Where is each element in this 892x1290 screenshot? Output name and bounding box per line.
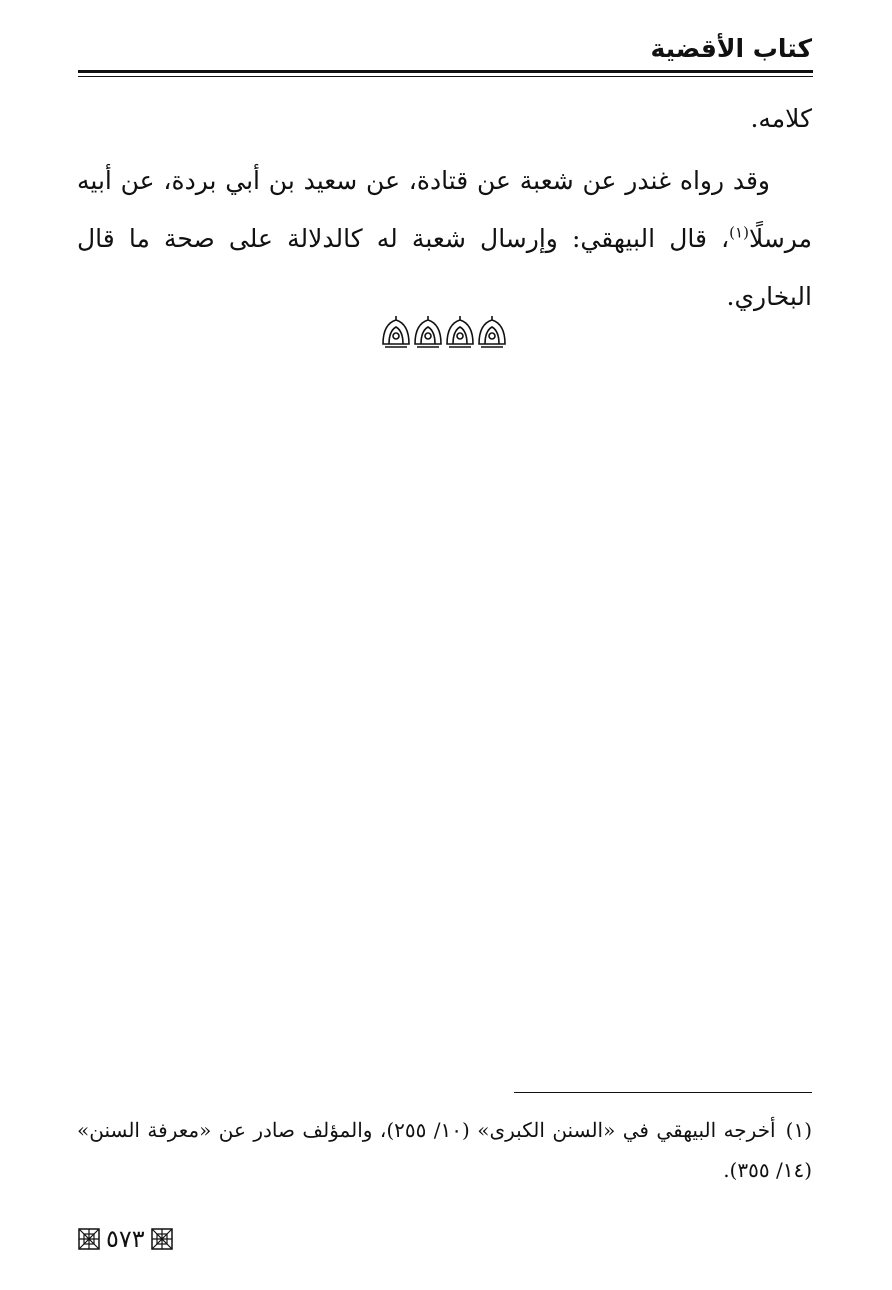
patterned-square-icon — [78, 1228, 100, 1250]
page-number — [78, 1222, 173, 1256]
ornament-motif — [415, 316, 441, 347]
paragraph-text-part-1: وقد رواه غندر عن شعبة عن قتادة، عن سعيد بن أبي بردة، عن أبيه مرسلًا — [77, 166, 812, 253]
header-rule-thin — [78, 76, 813, 77]
header-rule-thick — [78, 70, 813, 73]
footnote-separator — [514, 1092, 812, 1093]
footnote-number: (١) — [785, 1118, 812, 1142]
patterned-square-icon — [151, 1228, 173, 1250]
footnote-reference: (١) — [729, 223, 749, 242]
paragraph-text-part-2: ، قال البيهقي: وإرسال شعبة له كالدلالة على صحة ما قال البخاري. — [77, 224, 812, 311]
text-line-continuation: كلامه. — [750, 104, 812, 133]
ornament-motif — [479, 316, 505, 347]
ornament-motif — [383, 316, 409, 347]
footnote-text: أخرجه البيهقي في «السنن الكبرى» (١٠/ ٢٥٥)، والمؤلف صادر عن «معرفة السنن» (١٤/ ٣٥٥). — [77, 1118, 812, 1182]
running-head-title: كتاب الأقضية — [650, 34, 812, 63]
page-number-value: ٥٧٣ — [106, 1225, 145, 1253]
footnote — [77, 1110, 812, 1190]
ornament-motif — [447, 316, 473, 347]
text-paragraph — [77, 152, 812, 326]
floral-ornament-icon — [380, 314, 508, 350]
main-text — [77, 90, 812, 326]
